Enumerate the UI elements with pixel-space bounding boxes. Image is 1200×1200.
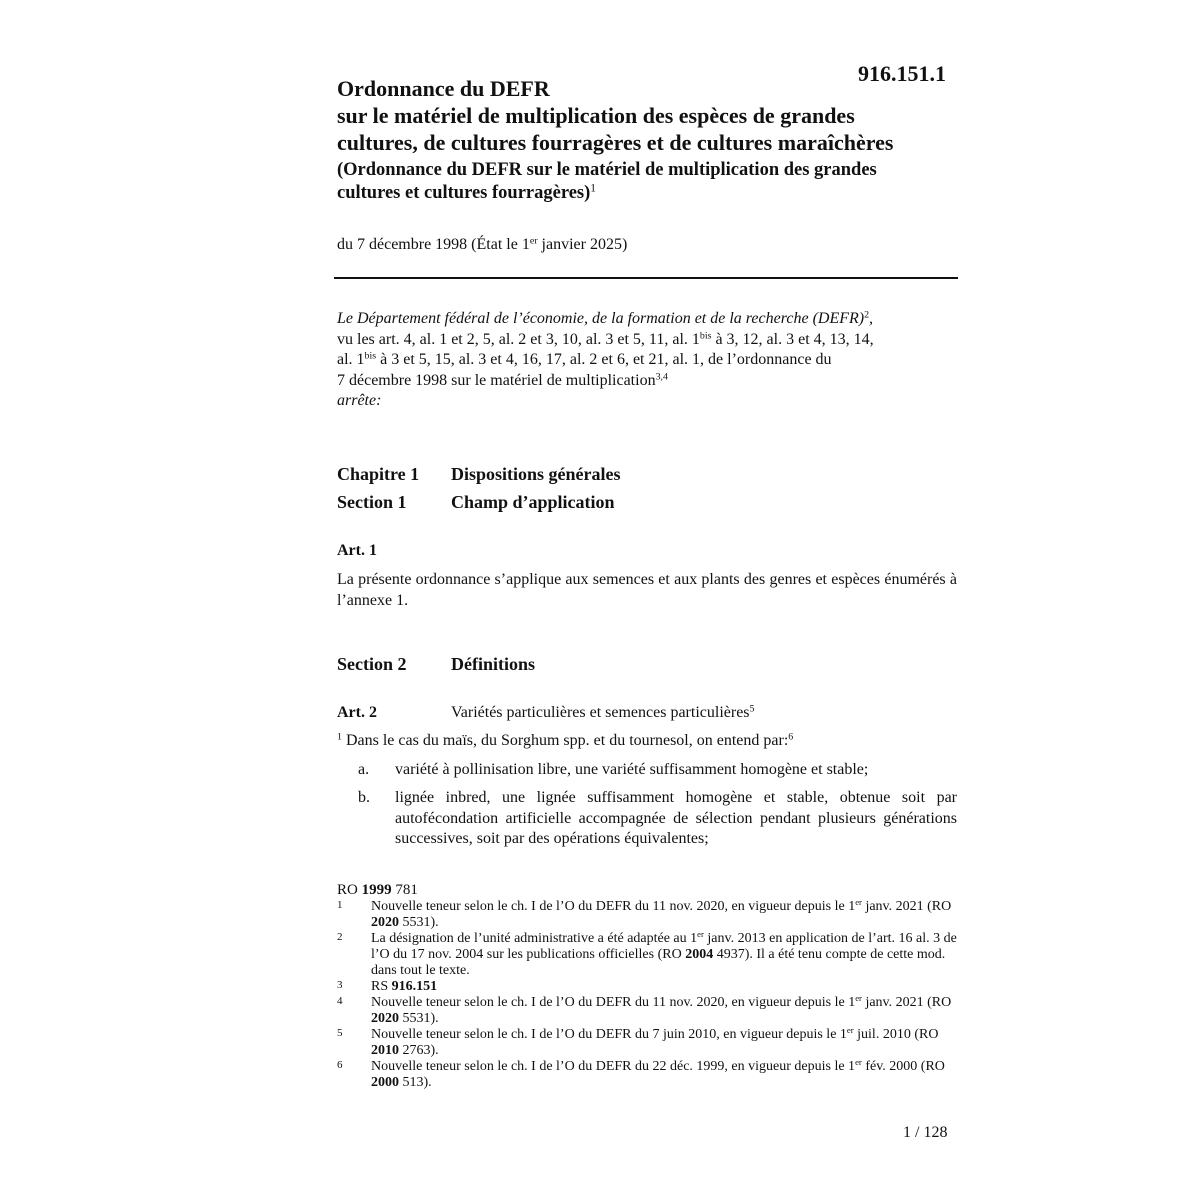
- title-line: Ordonnance du DEFR: [337, 76, 550, 101]
- footnote-ref[interactable]: 3,4: [655, 371, 668, 383]
- ordinal-sup: er: [855, 993, 862, 1004]
- legal-basis-text: à 3 et 5, 15, al. 3 et 4, 16, 17, al. 2 et 6, et 21, al. 1, de l’ordonnance du: [376, 351, 832, 368]
- section-number: Section 2: [337, 654, 407, 674]
- page-number: 1 / 128: [903, 1124, 948, 1141]
- article-heading: [337, 704, 754, 722]
- section-heading: [337, 654, 535, 675]
- footnote-text: janv. 2021 (RO: [861, 995, 952, 1010]
- date-prefix: du 7 décembre 1998 (État le 1: [337, 236, 530, 253]
- list-item-text: variété à pollinisation libre, une variété suffisamment homogène et stable;: [395, 761, 869, 778]
- footnotes: [337, 882, 957, 1091]
- footnote-6: [337, 1059, 957, 1091]
- list-letter: a.: [358, 761, 370, 778]
- short-title-line: (Ordonnance du DEFR sur le matériel de multiplication des grandes: [337, 160, 877, 180]
- footnote-text: Nouvelle teneur selon le ch. I de l’O du DEFR du 11 nov. 2020, en vigueur depuis le 1: [371, 899, 856, 914]
- ro-year: 2020: [371, 915, 399, 930]
- footnote-number: 5: [337, 1027, 343, 1039]
- list-item-text: lignée inbred, une lignée suffisamment homogène et stable, obtenue soit par autofécondation artificielle accompagnée de sélection pendant plusieurs générations successives, soit par des opérations équivalentes;: [395, 789, 957, 847]
- section-title: Champ d’application: [451, 492, 615, 512]
- footnote-text: Nouvelle teneur selon le ch. I de l’O du DEFR du 7 juin 2010, en vigueur depuis le 1: [371, 1027, 847, 1042]
- footnote-text: 2763).: [399, 1043, 439, 1058]
- paragraph-text: Dans le cas du maïs, du Sorghum spp. et du tournesol, on entend par:: [341, 732, 789, 749]
- ro-year: 2004: [685, 947, 714, 962]
- footnote-text: RS: [371, 979, 392, 994]
- footnote-number: 4: [337, 995, 343, 1007]
- date-suffix: janvier 2025): [537, 236, 628, 253]
- footnote-number: 6: [337, 1059, 343, 1071]
- footnote-text: 513).: [399, 1075, 432, 1090]
- authority-comma: ,: [869, 310, 874, 327]
- ro-year: 2000: [371, 1075, 399, 1090]
- footnote-4: [337, 995, 957, 1027]
- legal-basis-text: 7 décembre 1998 sur le matériel de multiplication: [337, 371, 656, 389]
- footnote-3: [337, 979, 957, 995]
- section-title: Définitions: [451, 654, 536, 674]
- ro-page: 781: [391, 882, 418, 898]
- footnote-text: 5531).: [399, 1011, 439, 1026]
- ro-reference: [337, 882, 957, 898]
- legal-basis-text: à 3, 12, al. 3 et 4, 13, 14,: [711, 330, 874, 348]
- footnote-1: [337, 899, 957, 931]
- legal-basis-text: vu les art. 4, al. 1 et 2, 5, al. 2 et 3, 10, al. 3 et 5, 11, al. 1: [337, 330, 700, 348]
- footnote-number: 1: [337, 899, 343, 911]
- footnote-text: Nouvelle teneur selon le ch. I de l’O du DEFR du 11 nov. 2020, en vigueur depuis le 1: [371, 995, 856, 1010]
- decrees-word: arrête:: [337, 392, 382, 409]
- footnote-text: fév. 2000 (RO: [861, 1059, 945, 1074]
- footnote-text: 4937). Il a été tenu compte de cette mod. dans tout le texte.: [371, 947, 946, 978]
- section-number: Section 1: [337, 492, 407, 512]
- issuing-authority: [337, 309, 957, 330]
- footnote-2: [337, 931, 957, 979]
- legal-basis-line: [337, 371, 957, 392]
- footnote-text: janv. 2021 (RO: [861, 899, 952, 914]
- short-title: [337, 159, 957, 205]
- title-line: cultures, de cultures fourragères et de cultures maraîchères: [337, 130, 894, 155]
- chapter-number: Chapitre 1: [337, 464, 420, 484]
- authority-text: Le Département fédéral de l’économie, de la formation et de la recherche (DEFR): [337, 310, 865, 327]
- article-heading: [337, 542, 377, 560]
- ro-year: 2010: [371, 1043, 399, 1058]
- footnote-text: 5531).: [399, 915, 439, 930]
- list-item: [337, 788, 957, 850]
- footnote-ref[interactable]: 1: [590, 182, 597, 195]
- footnote-number: 2: [337, 931, 343, 943]
- legal-basis-line: [337, 330, 957, 351]
- article-number: Art. 1: [337, 542, 377, 559]
- ordinal-sup: er: [846, 1025, 854, 1036]
- paragraph-number: 1: [337, 731, 342, 743]
- title-block: [337, 75, 957, 205]
- ordinal-sup: er: [855, 1057, 862, 1068]
- footnote-ref[interactable]: 2: [864, 309, 870, 321]
- list-letter: b.: [358, 789, 370, 806]
- short-title-text: cultures et cultures fourragères): [337, 183, 591, 203]
- preamble: [337, 309, 957, 412]
- footnote-ref[interactable]: 6: [788, 731, 794, 743]
- short-title-line: [337, 182, 957, 205]
- footnote-number: 3: [337, 979, 343, 991]
- footnote-ref[interactable]: 5: [749, 703, 755, 715]
- chapter-title: Dispositions générales: [451, 464, 621, 484]
- ro-year: 1999: [361, 882, 392, 898]
- footnote-text: La désignation de l’unité administrative a été adaptée au 1: [371, 931, 698, 946]
- paragraph: [337, 731, 957, 752]
- bis-sup: bis: [364, 350, 377, 362]
- footnote-text: juil. 2010 (RO: [853, 1027, 939, 1042]
- legal-basis-line: [337, 350, 957, 371]
- bis-sup: bis: [699, 330, 712, 342]
- rs-number: 916.151.1: [858, 61, 946, 86]
- footnote-text: janv. 2013 en application de l’art. 16 al. 3 de l’O du 17 nov. 2004 sur les publications officielles (RO: [371, 931, 957, 962]
- ro-prefix: RO: [337, 882, 362, 898]
- article-text: La présente ordonnance s’applique aux semences et aux plants des genres et espèces énumérés à l’annexe 1.: [337, 571, 957, 609]
- ordinal-sup: er: [697, 929, 704, 940]
- footnote-text: Nouvelle teneur selon le ch. I de l’O du DEFR du 22 déc. 1999, en vigueur depuis le 1: [371, 1059, 856, 1074]
- list-item: [337, 760, 957, 781]
- article-title: Variétés particulières et semences particulières: [451, 704, 750, 721]
- header-divider: [334, 277, 958, 279]
- ordinal-sup: er: [855, 897, 862, 908]
- footnote-5: [337, 1027, 957, 1059]
- section-heading: [337, 492, 615, 513]
- article-number: Art. 2: [337, 704, 377, 721]
- chapter-heading: [337, 464, 621, 485]
- title-line: sur le matériel de multiplication des espèces de grandes: [337, 103, 855, 128]
- rs-reference: 916.151: [391, 979, 438, 994]
- ro-year: 2020: [371, 1011, 399, 1026]
- ordinal-sup: er: [529, 235, 538, 247]
- date-status: [337, 236, 627, 254]
- legal-basis-text: al. 1: [337, 351, 365, 368]
